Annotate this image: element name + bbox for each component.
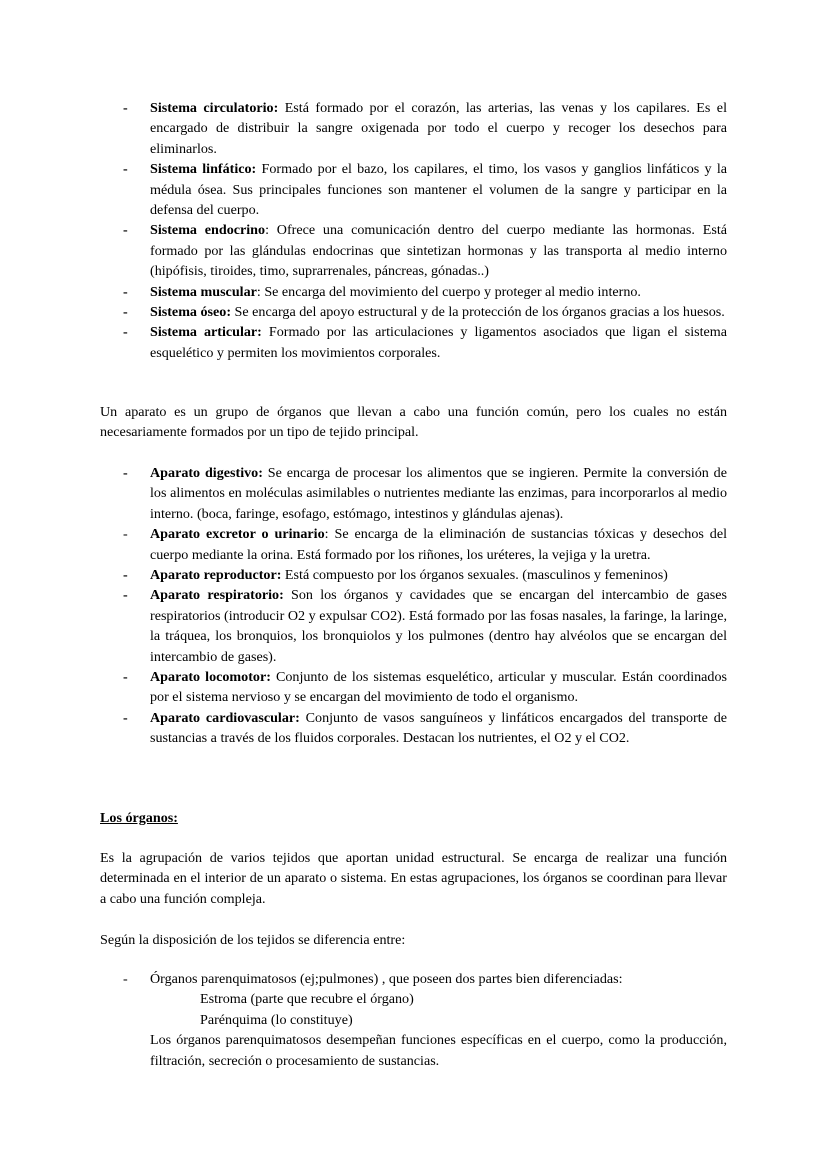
section-heading: Los órganos:	[100, 810, 178, 826]
definition: Conjunto de los sistemas esquelético, articular y muscular. Están coordinados por el sistema nervioso y se encargan del movimiento de todo el organismo.	[150, 669, 727, 706]
term: Aparato respiratorio:	[150, 587, 284, 604]
list-item	[100, 565, 727, 585]
list-item	[100, 159, 727, 220]
list-item	[100, 98, 727, 159]
term: Aparato digestivo:	[150, 465, 263, 481]
parenquimatosos-list	[100, 969, 727, 1071]
list-item	[100, 524, 727, 565]
list-item	[100, 969, 727, 1071]
term: Aparato excretor o urinario	[150, 526, 325, 543]
sistemas-block	[100, 98, 727, 363]
dash-bullet: -	[123, 324, 128, 341]
parenquimatosos-text: Órganos parenquimatosos (ej;pulmones) , que poseen dos partes bien diferenciadas:	[150, 971, 623, 987]
list-item	[100, 282, 727, 302]
dash-bullet: -	[123, 971, 128, 987]
definition: Formado por el bazo, los capilares, el timo, los vasos y ganglios linfáticos y la médula ósea. Sus principales funciones son mantener el volumen de la sangre y participar en la defensa del cuerpo.	[150, 161, 728, 219]
dash-bullet: -	[123, 669, 128, 686]
term: Sistema óseo:	[150, 304, 232, 321]
dash-bullet: -	[123, 526, 128, 543]
term: Aparato locomotor:	[150, 669, 271, 686]
definition: : Se encarga de la eliminación de sustancias tóxicas y desechos del cuerpo mediante la orina. Está formado por los riñones, los uréteres, la vejiga y la uretra.	[150, 526, 728, 563]
definition: Formado por las articulaciones y ligamentos asociados que ligan el sistema esquelético y permiten los movimientos corporales.	[150, 324, 727, 361]
term: Sistema articular:	[150, 324, 262, 341]
sub-item-estroma: Estroma (parte que recubre el órgano)	[200, 991, 414, 1008]
organos-heading-block	[100, 808, 727, 828]
term: Sistema muscular	[150, 283, 257, 300]
list-item	[100, 708, 727, 749]
aparato-intro: Un aparato es un grupo de órganos que llevan a cabo una función común, pero los cuales no están necesariamente formados por un tipo de tejido principal.	[100, 404, 727, 441]
disposicion-block	[100, 930, 727, 950]
aparato-intro-block	[100, 402, 727, 443]
term: Aparato reproductor:	[150, 567, 282, 584]
term: Aparato cardiovascular:	[150, 709, 300, 726]
list-item	[100, 322, 727, 363]
dash-bullet: -	[123, 161, 128, 178]
parenquimatosos-note: Los órganos parenquimatosos desempeñan funciones específicas en el cuerpo, como la producción, filtración, secreción o procesamiento de sustancias.	[150, 1032, 727, 1069]
dash-bullet: -	[123, 587, 128, 604]
sistemas-list	[100, 98, 727, 363]
term: Sistema linfático:	[150, 161, 257, 178]
disposicion-text: Según la disposición de los tejidos se diferencia entre:	[100, 932, 406, 948]
definition: Está compuesto por los órganos sexuales. (masculinos y femeninos)	[281, 567, 668, 584]
list-item	[100, 302, 727, 322]
definition: Se encarga de procesar los alimentos que se ingieren. Permite la conversión de los alimentos en moléculas asimilables o nutrientes mediante las enzimas, para incorporarlos al medio interno. (boca, faringe, esofago, estómago, intestinos y glándulas ajenas).	[150, 465, 727, 522]
list-item	[100, 667, 727, 708]
aparatos-block	[100, 463, 727, 749]
definition: : Se encarga del movimiento del cuerpo y proteger al medio interno.	[256, 283, 641, 300]
list-item	[100, 463, 727, 524]
definition: Está formado por el corazón, las arterias, las venas y los capilares. Es el encargado de distribuir la sangre oxigenada por todo el cuerpo y recoger los desechos para eliminarlos.	[150, 100, 727, 157]
sub-item-parenquima: Parénquima (lo constituye)	[200, 1011, 353, 1028]
dash-bullet: -	[123, 567, 128, 584]
list-item	[100, 585, 727, 667]
organos-intro-block	[100, 848, 727, 909]
definition: : Ofrece una comunicación dentro del cuerpo mediante las hormonas. Está formado por las glándulas endocrinas que sintetizan hormonas y las transporta al medio interno (hipófisis, tiroides, timo, suprarrenales, páncreas, gónadas..)	[150, 222, 727, 280]
aparatos-list	[100, 463, 727, 749]
dash-bullet: -	[123, 304, 128, 321]
list-item	[100, 220, 727, 281]
definition: Se encarga del apoyo estructural y de la protección de los órganos gracias a los huesos.	[231, 304, 725, 321]
term: Sistema endocrino	[150, 222, 266, 239]
dash-bullet: -	[123, 709, 128, 726]
definition: Conjunto de vasos sanguíneos y linfáticos encargados del transporte de sustancias a través de los fluidos corporales. Destacan los nutrientes, el O2 y el CO2.	[150, 709, 727, 747]
dash-bullet: -	[123, 100, 128, 116]
definition: Son los órganos y cavidades que se encargan del intercambio de gases respiratorios (introducir O2 y expulsar CO2). Está formado por las fosas nasales, la faringe, la laringe, la tráquea, los bronquios, los bronquiolos y los pulmones (dentro hay alvéolos que se encargan del intercambio de gases).	[150, 587, 728, 665]
organos-intro: Es la agrupación de varios tejidos que aportan unidad estructural. Se encarga de realizar una función determinada en el interior de un aparato o sistema. En estas agrupaciones, los órganos se coordinan para llevar a cabo una función compleja.	[100, 850, 727, 907]
dash-bullet: -	[123, 283, 128, 300]
dash-bullet: -	[123, 465, 128, 481]
dash-bullet: -	[123, 222, 128, 239]
term: Sistema circulatorio:	[150, 100, 279, 116]
parenquimatosos-block	[100, 969, 727, 1071]
